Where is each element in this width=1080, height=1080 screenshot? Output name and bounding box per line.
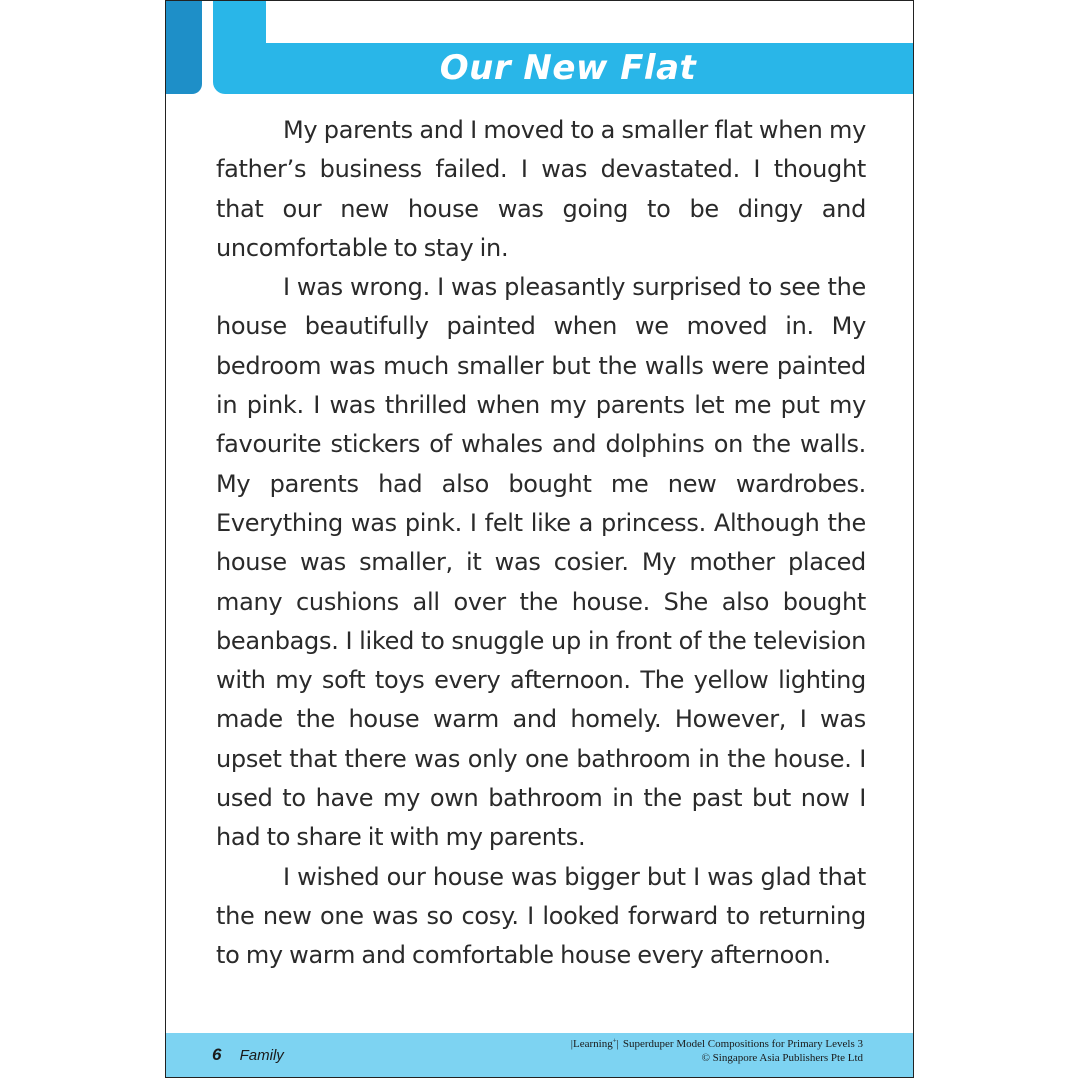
section-name: Family [239, 1047, 284, 1064]
footer-bar [166, 1033, 913, 1077]
paragraph-2: I was wrong. I was pleasantly surprised to see the house beautifully painted when we moved in. My bedroom was much smaller but the walls were painted in pink. I was thrilled when my parents let me put my favourite stickers of whales and dolphins on the walls. My parents had also bought me new wardrobes. Everything was pink. I felt like a princess. Although the house was smaller, it was cosier. My mother placed many cushions all over the house. She also bought beanbags. I liked to snuggle up in front of the television with my soft toys every afternoon. The yellow lighting made the house warm and homely. However, I was upset that there was only one bathroom in the house. I used to have my own bathroom in the past but now I had to share it with my parents. [216, 273, 866, 852]
page-number: 6 [212, 1045, 222, 1064]
title-bar [213, 43, 913, 94]
paragraph-3: I wished our house was bigger but I was glad that the new one was so cosy. I looked forward to returning to my warm and comfortable house every afternoon. [216, 862, 866, 970]
book-title: Superduper Model Compositions for Primary Levels 3 [622, 1038, 863, 1050]
brand-mark: + [612, 1036, 617, 1045]
document-page [165, 0, 914, 1078]
side-tab [166, 1, 202, 94]
copyright: © Singapore Asia Publishers Pte Ltd [701, 1052, 863, 1064]
footer-left [212, 1033, 284, 1077]
paragraph-1: My parents and I moved to a smaller flat when my father’s business failed. I was devastated. I thought that our new house was going to be dingy and uncomfortable to stay in. [216, 116, 866, 262]
brand-name: Learning [573, 1038, 613, 1050]
footer-credits [571, 1037, 863, 1065]
composition-body [216, 111, 866, 976]
title-bar-tab [213, 1, 266, 43]
page-title: Our New Flat [439, 48, 697, 88]
book-title-line: |Learning+| Superduper Model Compositions for Primary Levels 3 [570, 1036, 863, 1050]
